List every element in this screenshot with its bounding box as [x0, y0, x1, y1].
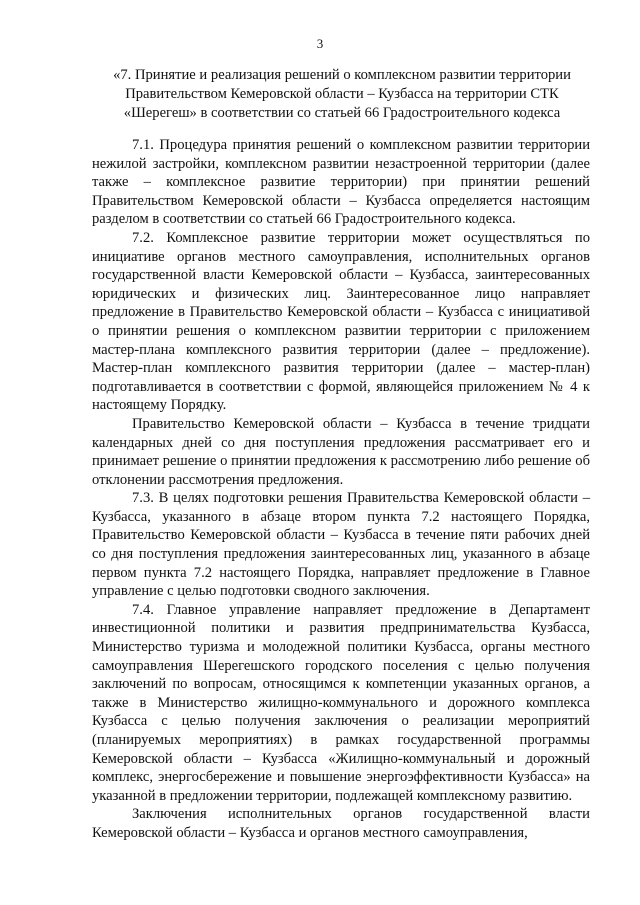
paragraph-7-4: 7.4. Главное управление направляет предложение в Департамент инвестиционной политики и развития предпринимательства Кузбасса, Министерство туризма и молодежной политики Кузбасса, органы местного самоуправления Шерегешского городского поселения с целью получения заключений по вопросам, относящимся к компетенции указанных органов, а также в Министерство жилищно-коммунального и дорожного комплекса Кузбасса с целью получения заключения о реализации мероприятий (планируемых мероприятиях) в рамках государственной программы Кемеровской области – Кузбасса «Жилищно-коммунальный и дорожный комплекс, энергосбережение и повышение энергоэффективности Кузбасса» на указанной в предложении территории, подлежащей комплексному развитию.	[92, 601, 590, 804]
paragraph-7-2: 7.2. Комплексное развитие территории может осуществляться по инициативе органов местного самоуправления, исполнительных органов государственной власти Кемеровской области – Кузбасса, заинтересованных юридических и физических лиц. Заинтересованное лицо направляет предложение в Правительство Кемеровской области – Кузбасса с инициативой о принятии решения о комплексном развитии территории с приложением мастер-плана комплексного развития территории (далее – предложение). Мастер-план комплексного развития территории (далее – мастер-план) подготавливается в соответствии с формой, являющейся приложением № 4 к настоящему Порядку.	[92, 229, 590, 414]
paragraph-7-3: 7.3. В целях подготовки решения Правительства Кемеровской области – Кузбасса, указанного в абзаце втором пункта 7.2 настоящего Порядка, Правительство Кемеровской области – Кузбасса в течение пяти рабочих дней со дня поступления предложения заинтересованных лиц, указанного в абзаце первом пункта 7.2 настоящего Порядка, направляет предложение в Главное управление с целью подготовки сводного заключения.	[92, 490, 590, 600]
section-heading: «7. Принятие и реализация решений о комплексном развитии территории Правительством Кемеровской области – Кузбасса на территории СТК «Шерегеш» в соответствии со статьей 66 Градостроительного кодекса	[113, 67, 571, 121]
paragraph-7-1: 7.1. Процедура принятия решений о комплексном развитии территории нежилой застройки, комплексном развитии незастроенной территории (далее также – комплексное развитие территории) при принятии решений Правительством Кемеровской области – Кузбасса определяется настоящим разделом в соответствии со статьей 66 Градостроительного кодекса.	[92, 137, 590, 228]
page-number: 3	[316, 36, 324, 51]
paragraph-7-4-conclusions: Заключения исполнительных органов государственной власти Кемеровской области – Кузбасса и органов местного самоуправления,	[92, 806, 590, 841]
paragraph-7-2-decision: Правительство Кемеровской области – Кузбасса в течение тридцати календарных дней со дня поступления предложения рассматривает его и принимает решение о принятии предложения к рассмотрению либо решение об отклонении рассмотрения предложения.	[92, 415, 590, 488]
document-body	[92, 136, 590, 843]
